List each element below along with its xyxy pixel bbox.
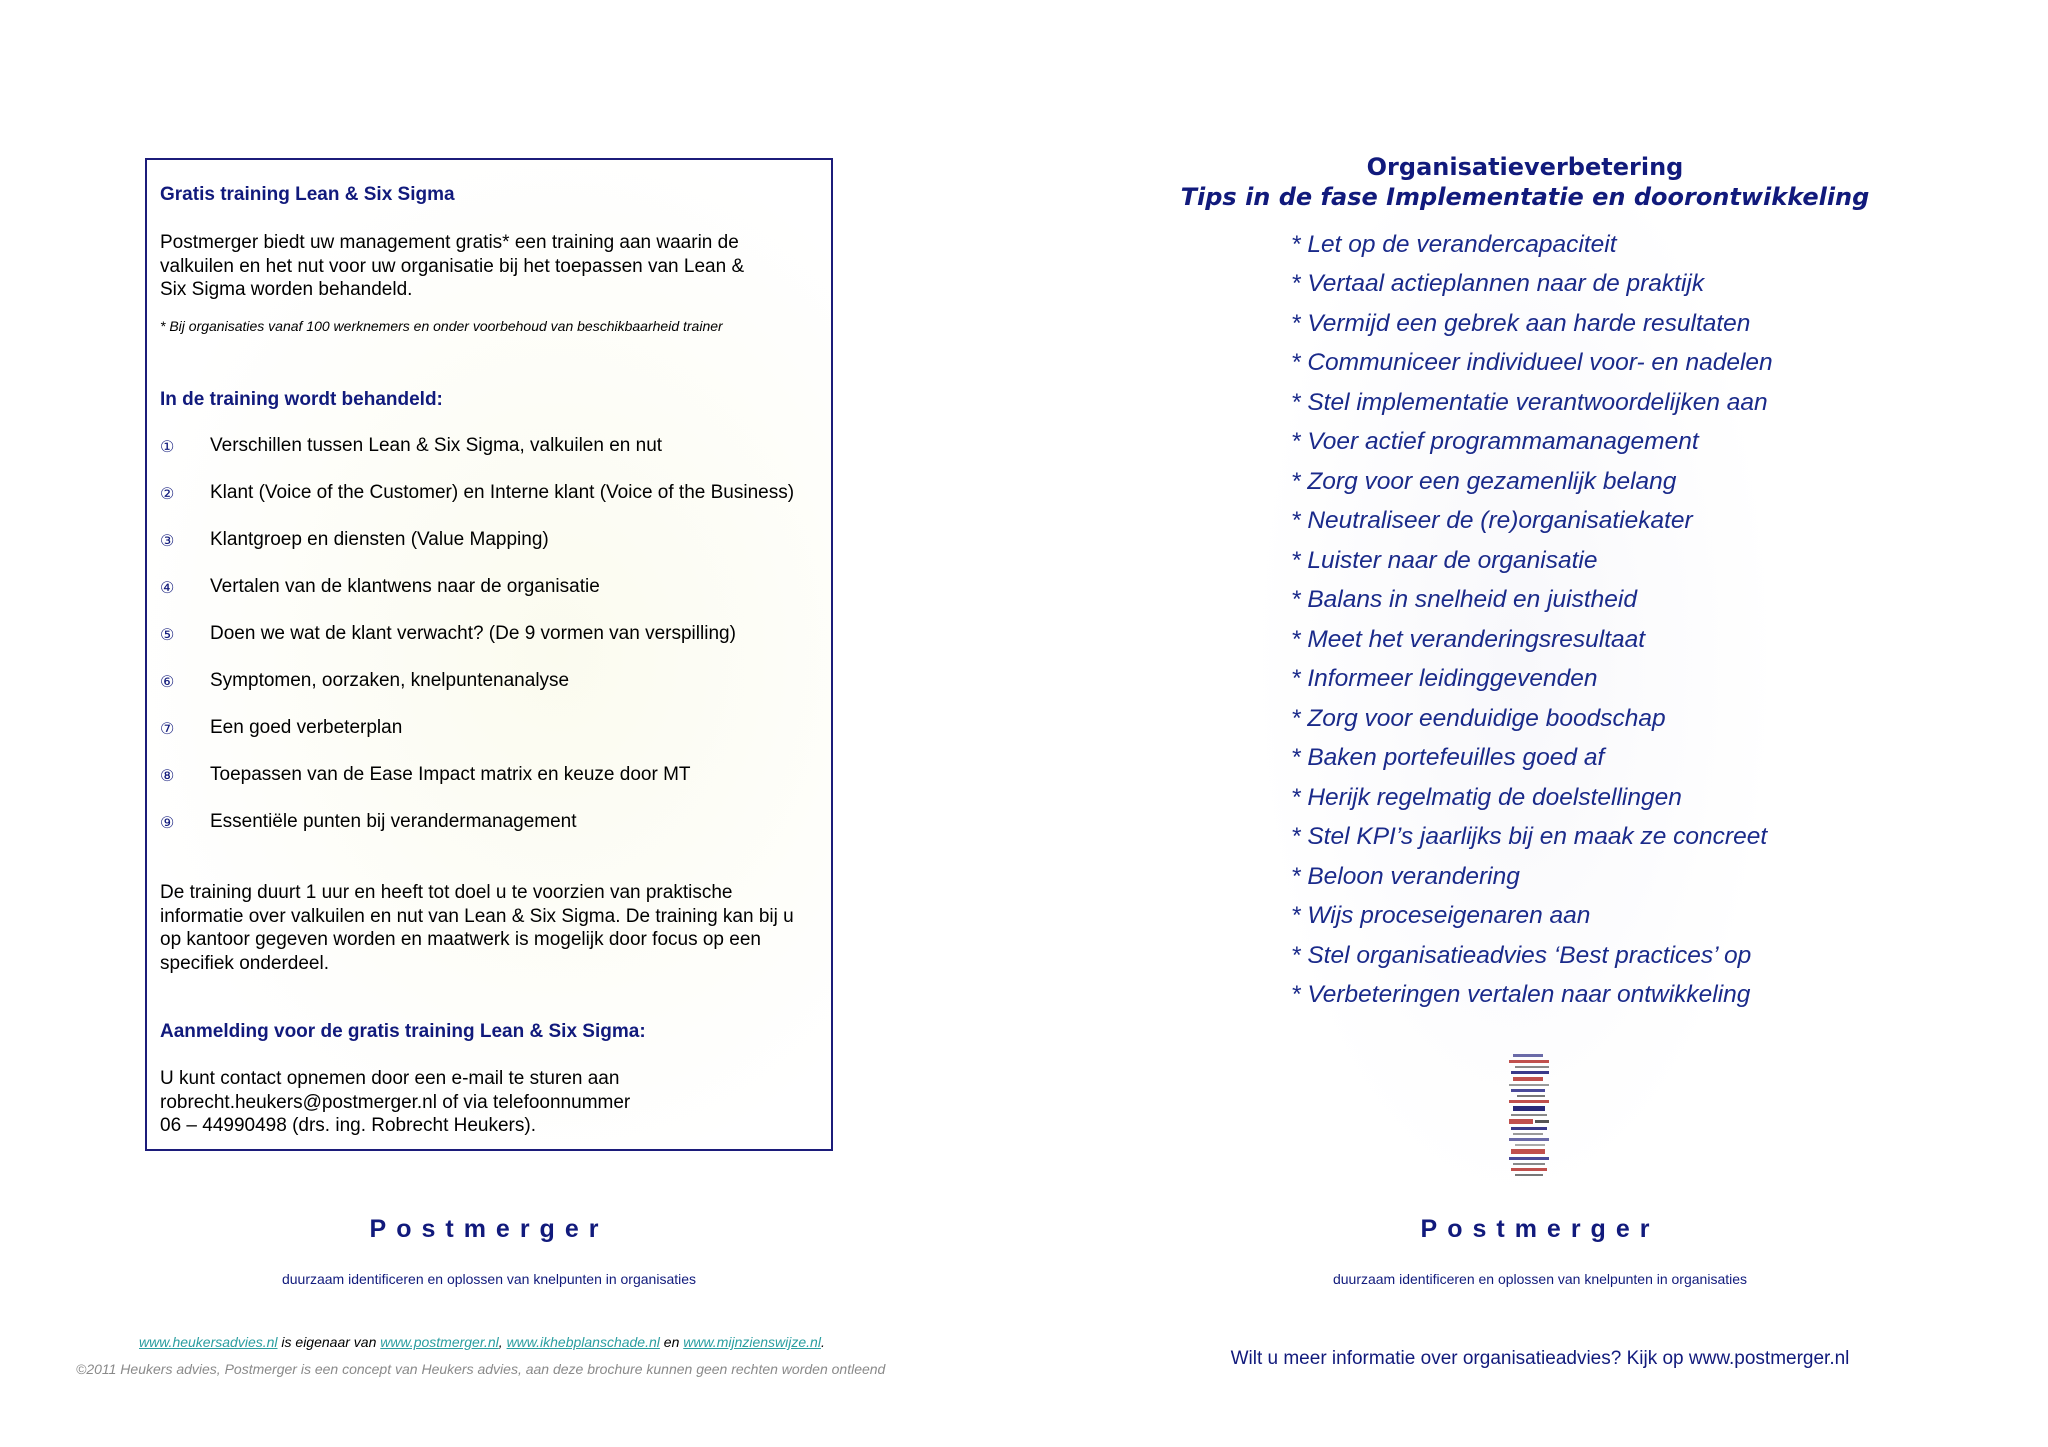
- list-item: * Informeer leidinggevenden: [1291, 665, 1598, 692]
- list-item: [147, 811, 827, 837]
- topic-text: Essentiële punten bij verandermanagement: [210, 811, 577, 832]
- topic-text: Doen we wat de klant verwacht? (De 9 vormen van verspilling): [210, 623, 736, 644]
- list-item: * Stel implementatie verantwoordelijken aan: [1291, 389, 1768, 416]
- topic-number: ③: [160, 533, 175, 550]
- list-item: [147, 623, 827, 649]
- owner-line: [139, 1334, 825, 1350]
- list-item: * Meet het veranderingsresultaat: [1291, 626, 1646, 653]
- topic-number: ⑥: [160, 674, 175, 691]
- list-item: * Zorg voor een gezamenlijk belang: [1291, 468, 1677, 495]
- intro-line: valkuilen en het nut voor uw organisatie bij het toepassen van Lean &: [160, 255, 745, 277]
- postmerger-link[interactable]: www.postmerger.nl: [380, 1334, 499, 1350]
- duration-line: informatie over valkuilen en nut van Lean & Six Sigma. De training kan bij u: [160, 905, 794, 927]
- page-subtitle: Tips in de fase Implementatie en doorontwikkeling: [1180, 183, 1870, 211]
- topic-text: Klant (Voice of the Customer) en Interne klant (Voice of the Business): [210, 482, 795, 503]
- list-item: * Baken portefeuilles goed af: [1291, 744, 1605, 771]
- list-item: * Stel KPI’s jaarlijks bij en maak ze concreet: [1291, 823, 1768, 850]
- heukersadvies-link[interactable]: www.heukersadvies.nl: [139, 1334, 278, 1350]
- topic-text: Toepassen van de Ease Impact matrix en keuze door MT: [210, 764, 691, 785]
- list-item: [147, 482, 827, 508]
- list-item: * Verbeteringen vertalen naar ontwikkeling: [1291, 981, 1751, 1008]
- topic-text: Vertalen van de klantwens naar de organisatie: [210, 576, 600, 597]
- topic-number: ②: [160, 486, 175, 503]
- list-item: * Voer actief programmamanagement: [1291, 428, 1699, 455]
- signup-heading: Aanmelding voor de gratis training Lean & Six Sigma:: [160, 1021, 646, 1042]
- topic-number: ⑧: [160, 768, 175, 785]
- topic-text: Symptomen, oorzaken, knelpuntenanalyse: [210, 670, 570, 691]
- list-item: [147, 670, 827, 696]
- intro-text: [160, 231, 744, 302]
- list-item: * Herijk regelmatig de doelstellingen: [1291, 784, 1682, 811]
- owner-text: en: [659, 1334, 684, 1350]
- topic-number: ⑦: [160, 721, 175, 738]
- copyright: ©2011 Heukers advies, Postmerger is een concept van Heukers advies, aan deze brochure kunnen geen rechten worden ontleend: [76, 1361, 886, 1377]
- brand-name-right: Postmerger: [1420, 1215, 1660, 1243]
- topic-number: ⑤: [160, 627, 175, 644]
- list-item: * Beloon verandering: [1291, 863, 1520, 890]
- intro-line: Postmerger biedt uw management gratis* een training aan waarin de: [160, 232, 739, 253]
- list-item: [147, 435, 827, 461]
- duration-line: specifiek onderdeel.: [160, 952, 329, 974]
- duration-text: [160, 881, 794, 975]
- tagline-left: duurzaam identificeren en oplossen van knelpunten in organisaties: [281, 1271, 697, 1287]
- list-item: [147, 576, 827, 602]
- list-item: * Vertaal actieplannen naar de praktijk: [1291, 270, 1705, 297]
- brand-name-left: Postmerger: [369, 1215, 609, 1243]
- owner-end: .: [820, 1334, 825, 1350]
- list-item: * Luister naar de organisatie: [1291, 547, 1598, 574]
- list-item: * Vermijd een gebrek aan harde resultaten: [1291, 310, 1751, 337]
- list-item: [147, 529, 827, 555]
- more-info-line: Wilt u meer informatie over organisatieadvies? Kijk op www.postmerger.nl: [1230, 1348, 1850, 1369]
- list-item: * Balans in snelheid en juistheid: [1291, 586, 1637, 613]
- contact-line: 06 – 44990498 (drs. ing. Robrecht Heukers).: [160, 1115, 536, 1136]
- page-title: Organisatieverbetering: [1366, 153, 1684, 181]
- topics-heading: In de training wordt behandeld:: [160, 389, 443, 410]
- duration-line: op kantoor gegeven worden en maatwerk is mogelijk door focus op een: [160, 929, 761, 950]
- list-item: * Zorg voor eenduidige boodschap: [1291, 705, 1666, 732]
- list-item: * Communiceer individueel voor- en nadelen: [1291, 349, 1773, 376]
- training-box: [145, 158, 833, 1151]
- tagline-right: duurzaam identificeren en oplossen van knelpunten in organisaties: [1332, 1271, 1748, 1287]
- topic-text: Klantgroep en diensten (Value Mapping): [210, 529, 549, 550]
- topic-number: ④: [160, 580, 175, 597]
- list-item: [147, 764, 827, 790]
- list-item: [147, 717, 827, 743]
- contact-text: [160, 1067, 630, 1138]
- owner-sep: ,: [498, 1334, 507, 1350]
- footnote: * Bij organisaties vanaf 100 werknemers en onder voorbehoud van beschikbaarheid trainer: [160, 318, 723, 334]
- topic-text: Een goed verbeterplan: [210, 717, 403, 738]
- list-item: * Neutraliseer de (re)organisatiekater: [1291, 507, 1693, 534]
- owner-text: is eigenaar van: [277, 1334, 381, 1350]
- intro-line: Six Sigma worden behandeld.: [160, 279, 413, 300]
- word-cloud-image: [1495, 1048, 1565, 1188]
- ikhebplanschade-link[interactable]: www.ikhebplanschade.nl: [506, 1334, 660, 1350]
- training-title: Gratis training Lean & Six Sigma: [160, 184, 455, 205]
- contact-line: robrecht.heukers@postmerger.nl of via telefoonnummer: [160, 1091, 631, 1113]
- topic-text: Verschillen tussen Lean & Six Sigma, valkuilen en nut: [210, 435, 663, 456]
- list-item: * Let op de verandercapaciteit: [1291, 231, 1617, 258]
- topic-number: ①: [160, 439, 175, 456]
- mijnzienswijze-link[interactable]: www.mijnzienswijze.nl: [683, 1334, 821, 1350]
- topic-number: ⑨: [160, 815, 175, 832]
- list-item: * Stel organisatieadvies ‘Best practices’ op: [1291, 942, 1752, 969]
- contact-line: U kunt contact opnemen door een e-mail te sturen aan: [160, 1068, 620, 1089]
- duration-line: De training duurt 1 uur en heeft tot doel u te voorzien van praktische: [160, 882, 733, 903]
- list-item: * Wijs proceseigenaren aan: [1291, 902, 1591, 929]
